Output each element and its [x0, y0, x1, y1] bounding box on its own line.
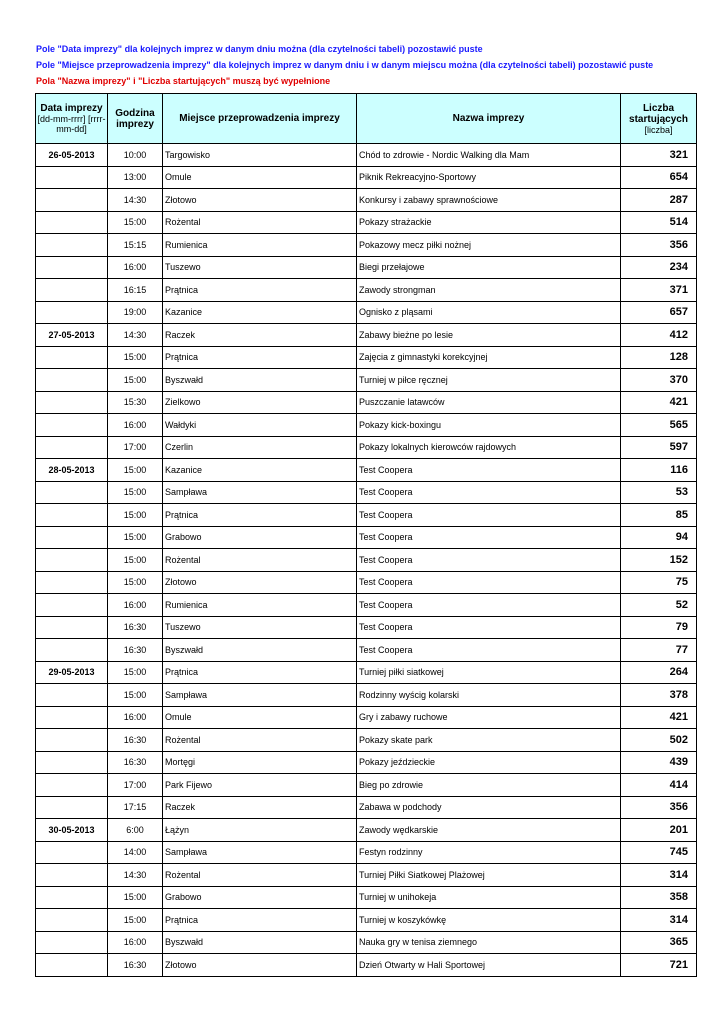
table-row — [36, 931, 697, 954]
cell-date — [36, 526, 108, 549]
cell-place: Grabowo — [163, 526, 357, 549]
cell-name: Gry i zabawy ruchowe — [357, 706, 621, 729]
cell-place: Prątnica — [163, 504, 357, 527]
table-body — [36, 144, 697, 977]
cell-count: 597 — [621, 436, 697, 459]
cell-date: 30-05-2013 — [36, 819, 108, 842]
cell-name: Piknik Rekreacyjno-Sportowy — [357, 166, 621, 189]
cell-name: Zabawy bieżne po lesie — [357, 324, 621, 347]
cell-name: Turniej w unihokeja — [357, 886, 621, 909]
cell-date: 29-05-2013 — [36, 661, 108, 684]
cell-place: Rożental — [163, 549, 357, 572]
cell-name: Biegi przełajowe — [357, 256, 621, 279]
cell-time: 16:30 — [108, 751, 163, 774]
cell-date — [36, 256, 108, 279]
cell-place: Czerlin — [163, 436, 357, 459]
cell-place: Łążyn — [163, 819, 357, 842]
table-row — [36, 414, 697, 437]
cell-place: Sampława — [163, 841, 357, 864]
cell-count: 75 — [621, 571, 697, 594]
table-row — [36, 774, 697, 797]
cell-time: 15:00 — [108, 549, 163, 572]
cell-time: 16:00 — [108, 594, 163, 617]
cell-name: Festyn rodzinny — [357, 841, 621, 864]
cell-name: Zajęcia z gimnastyki korekcyjnej — [357, 346, 621, 369]
cell-count: 53 — [621, 481, 697, 504]
cell-place: Złotowo — [163, 189, 357, 212]
cell-count: 94 — [621, 526, 697, 549]
cell-date — [36, 909, 108, 932]
cell-name: Pokazy jeździeckie — [357, 751, 621, 774]
cell-date — [36, 481, 108, 504]
cell-name: Turniej w piłce ręcznej — [357, 369, 621, 392]
cell-count: 654 — [621, 166, 697, 189]
cell-place: Grabowo — [163, 886, 357, 909]
cell-name: Test Coopera — [357, 504, 621, 527]
header-time: Godzina imprezy — [108, 94, 163, 144]
cell-count: 79 — [621, 616, 697, 639]
cell-name: Turniej piłki siatkowej — [357, 661, 621, 684]
cell-count: 370 — [621, 369, 697, 392]
cell-place: Zielkowo — [163, 391, 357, 414]
cell-date — [36, 706, 108, 729]
cell-name: Test Coopera — [357, 639, 621, 662]
cell-count: 358 — [621, 886, 697, 909]
cell-date — [36, 639, 108, 662]
cell-date — [36, 594, 108, 617]
table-row — [36, 661, 697, 684]
table-row — [36, 684, 697, 707]
table-row — [36, 706, 697, 729]
cell-name: Nauka gry w tenisa ziemnego — [357, 931, 621, 954]
cell-count: 264 — [621, 661, 697, 684]
table-row — [36, 616, 697, 639]
cell-count: 201 — [621, 819, 697, 842]
cell-date — [36, 436, 108, 459]
cell-place: Prątnica — [163, 909, 357, 932]
table-row — [36, 189, 697, 212]
cell-count: 657 — [621, 301, 697, 324]
cell-name: Turniej Piłki Siatkowej Plażowej — [357, 864, 621, 887]
table-row — [36, 324, 697, 347]
cell-place: Sampława — [163, 481, 357, 504]
cell-count: 721 — [621, 954, 697, 977]
cell-place: Wałdyki — [163, 414, 357, 437]
cell-time: 19:00 — [108, 301, 163, 324]
cell-place: Prątnica — [163, 279, 357, 302]
cell-name: Puszczanie latawców — [357, 391, 621, 414]
cell-place: Tuszewo — [163, 616, 357, 639]
cell-place: Rożental — [163, 729, 357, 752]
cell-place: Kazanice — [163, 459, 357, 482]
cell-date — [36, 211, 108, 234]
cell-place: Omule — [163, 166, 357, 189]
cell-time: 15:00 — [108, 504, 163, 527]
cell-count: 152 — [621, 549, 697, 572]
cell-date — [36, 189, 108, 212]
cell-count: 356 — [621, 234, 697, 257]
cell-name: Ognisko z pląsami — [357, 301, 621, 324]
cell-date — [36, 751, 108, 774]
table-header-row — [36, 94, 697, 144]
cell-place: Omule — [163, 706, 357, 729]
header-count — [621, 94, 697, 144]
cell-time: 14:00 — [108, 841, 163, 864]
cell-place: Kazanice — [163, 301, 357, 324]
table-row — [36, 504, 697, 527]
cell-date: 27-05-2013 — [36, 324, 108, 347]
cell-count: 514 — [621, 211, 697, 234]
table-row — [36, 391, 697, 414]
cell-count: 412 — [621, 324, 697, 347]
cell-place: Prątnica — [163, 661, 357, 684]
cell-date — [36, 504, 108, 527]
cell-date — [36, 234, 108, 257]
cell-name: Turniej w koszykówkę — [357, 909, 621, 932]
cell-count: 116 — [621, 459, 697, 482]
cell-time: 16:00 — [108, 931, 163, 954]
cell-place: Rożental — [163, 864, 357, 887]
table-row — [36, 729, 697, 752]
cell-name: Rodzinny wyścig kolarski — [357, 684, 621, 707]
cell-count: 371 — [621, 279, 697, 302]
cell-date — [36, 954, 108, 977]
cell-count: 234 — [621, 256, 697, 279]
instructions — [36, 41, 653, 89]
cell-place: Byszwałd — [163, 639, 357, 662]
table-row — [36, 166, 697, 189]
cell-place: Targowisko — [163, 144, 357, 167]
cell-date — [36, 571, 108, 594]
header-date-format: [dd-mm-rrrr] [rrrr-mm-dd] — [37, 114, 106, 134]
cell-name: Zawody wędkarskie — [357, 819, 621, 842]
cell-count: 414 — [621, 774, 697, 797]
cell-count: 378 — [621, 684, 697, 707]
table-row — [36, 954, 697, 977]
table-row — [36, 819, 697, 842]
note-place-field: Pole "Miejsce przeprowadzenia imprezy" dla kolejnych imprez w danym dniu i w danym miejscu można (dla czytelności tabeli) pozostawić puste — [36, 60, 654, 70]
cell-count: 356 — [621, 796, 697, 819]
cell-time: 17:15 — [108, 796, 163, 819]
cell-time: 15:00 — [108, 571, 163, 594]
cell-count: 77 — [621, 639, 697, 662]
cell-name: Bieg po zdrowie — [357, 774, 621, 797]
cell-date — [36, 931, 108, 954]
cell-time: 14:30 — [108, 864, 163, 887]
cell-time: 15:00 — [108, 481, 163, 504]
cell-time: 15:00 — [108, 369, 163, 392]
cell-count: 314 — [621, 864, 697, 887]
cell-place: Mortęgi — [163, 751, 357, 774]
cell-name: Test Coopera — [357, 459, 621, 482]
cell-time: 16:30 — [108, 639, 163, 662]
cell-time: 16:30 — [108, 729, 163, 752]
header-date — [36, 94, 108, 144]
cell-name: Chód to zdrowie - Nordic Walking dla Mam — [357, 144, 621, 167]
cell-time: 16:30 — [108, 954, 163, 977]
events-table — [35, 93, 697, 977]
cell-count: 421 — [621, 706, 697, 729]
cell-name: Zabawa w podchody — [357, 796, 621, 819]
table-row — [36, 796, 697, 819]
cell-time: 15:00 — [108, 211, 163, 234]
cell-time: 15:00 — [108, 684, 163, 707]
table-row — [36, 594, 697, 617]
cell-date — [36, 369, 108, 392]
cell-count: 52 — [621, 594, 697, 617]
cell-name: Test Coopera — [357, 594, 621, 617]
table-row — [36, 886, 697, 909]
cell-place: Rumienica — [163, 234, 357, 257]
cell-time: 15:00 — [108, 346, 163, 369]
header-name: Nazwa imprezy — [357, 94, 621, 144]
cell-date — [36, 864, 108, 887]
table-row — [36, 639, 697, 662]
cell-count: 128 — [621, 346, 697, 369]
cell-place: Złotowo — [163, 954, 357, 977]
note-date-field: Pole "Data imprezy" dla kolejnych imprez w danym dniu można (dla czytelności tabeli) pozostawić puste — [36, 44, 483, 54]
table-row — [36, 751, 697, 774]
cell-time: 16:00 — [108, 706, 163, 729]
cell-place: Tuszewo — [163, 256, 357, 279]
cell-time: 13:00 — [108, 166, 163, 189]
note-required-fields: Pola "Nazwa imprezy" i "Liczba startujących" muszą być wypełnione — [36, 76, 331, 86]
cell-name: Dzień Otwarty w Hali Sportowej — [357, 954, 621, 977]
cell-date — [36, 166, 108, 189]
cell-date — [36, 346, 108, 369]
cell-place: Byszwałd — [163, 931, 357, 954]
cell-date — [36, 616, 108, 639]
cell-place: Prątnica — [163, 346, 357, 369]
table-row — [36, 346, 697, 369]
cell-date — [36, 841, 108, 864]
cell-count: 85 — [621, 504, 697, 527]
table-row — [36, 549, 697, 572]
cell-name: Pokazy kick-boxingu — [357, 414, 621, 437]
header-date-label: Data imprezy — [40, 103, 103, 114]
cell-place: Sampława — [163, 684, 357, 707]
cell-count: 439 — [621, 751, 697, 774]
cell-date — [36, 301, 108, 324]
table-row — [36, 144, 697, 167]
cell-time: 6:00 — [108, 819, 163, 842]
cell-place: Byszwałd — [163, 369, 357, 392]
table-row — [36, 864, 697, 887]
table-row — [36, 279, 697, 302]
cell-place: Raczek — [163, 796, 357, 819]
cell-name: Zawody strongman — [357, 279, 621, 302]
cell-time: 16:15 — [108, 279, 163, 302]
cell-time: 14:30 — [108, 324, 163, 347]
cell-time: 15:00 — [108, 886, 163, 909]
cell-date — [36, 796, 108, 819]
table-row — [36, 211, 697, 234]
cell-time: 15:00 — [108, 526, 163, 549]
cell-name: Pokazy lokalnych kierowców rajdowych — [357, 436, 621, 459]
cell-name: Pokazowy mecz piłki nożnej — [357, 234, 621, 257]
cell-name: Pokazy skate park — [357, 729, 621, 752]
cell-date: 26-05-2013 — [36, 144, 108, 167]
cell-count: 321 — [621, 144, 697, 167]
cell-count: 745 — [621, 841, 697, 864]
table-row — [36, 301, 697, 324]
header-place: Miejsce przeprowadzenia imprezy — [163, 94, 357, 144]
cell-place: Park Fijewo — [163, 774, 357, 797]
table-row — [36, 234, 697, 257]
cell-time: 16:00 — [108, 256, 163, 279]
table-row — [36, 909, 697, 932]
table-row — [36, 526, 697, 549]
cell-time: 16:00 — [108, 414, 163, 437]
cell-name: Test Coopera — [357, 616, 621, 639]
cell-date — [36, 684, 108, 707]
cell-count: 421 — [621, 391, 697, 414]
cell-count: 314 — [621, 909, 697, 932]
header-count-unit: [liczba] — [644, 124, 673, 135]
cell-count: 287 — [621, 189, 697, 212]
cell-date — [36, 886, 108, 909]
cell-time: 15:00 — [108, 459, 163, 482]
cell-time: 15:15 — [108, 234, 163, 257]
cell-date: 28-05-2013 — [36, 459, 108, 482]
cell-time: 17:00 — [108, 774, 163, 797]
cell-date — [36, 729, 108, 752]
table-row — [36, 256, 697, 279]
cell-time: 17:00 — [108, 436, 163, 459]
cell-time: 15:30 — [108, 391, 163, 414]
cell-count: 565 — [621, 414, 697, 437]
table-row — [36, 571, 697, 594]
cell-place: Rożental — [163, 211, 357, 234]
cell-count: 365 — [621, 931, 697, 954]
cell-date — [36, 414, 108, 437]
cell-name: Test Coopera — [357, 526, 621, 549]
header-count-label: Liczba startujących — [629, 102, 688, 125]
table-row — [36, 481, 697, 504]
cell-date — [36, 549, 108, 572]
cell-name: Test Coopera — [357, 549, 621, 572]
cell-name: Konkursy i zabawy sprawnościowe — [357, 189, 621, 212]
table-row — [36, 841, 697, 864]
cell-time: 10:00 — [108, 144, 163, 167]
table-row — [36, 369, 697, 392]
table-row — [36, 436, 697, 459]
cell-name: Test Coopera — [357, 481, 621, 504]
cell-count: 502 — [621, 729, 697, 752]
cell-place: Raczek — [163, 324, 357, 347]
cell-name: Test Coopera — [357, 571, 621, 594]
cell-time: 16:30 — [108, 616, 163, 639]
cell-time: 15:00 — [108, 909, 163, 932]
cell-name: Pokazy strażackie — [357, 211, 621, 234]
cell-date — [36, 391, 108, 414]
cell-place: Złotowo — [163, 571, 357, 594]
cell-place: Rumienica — [163, 594, 357, 617]
table-row — [36, 459, 697, 482]
cell-time: 14:30 — [108, 189, 163, 212]
cell-date — [36, 774, 108, 797]
cell-time: 15:00 — [108, 661, 163, 684]
cell-date — [36, 279, 108, 302]
